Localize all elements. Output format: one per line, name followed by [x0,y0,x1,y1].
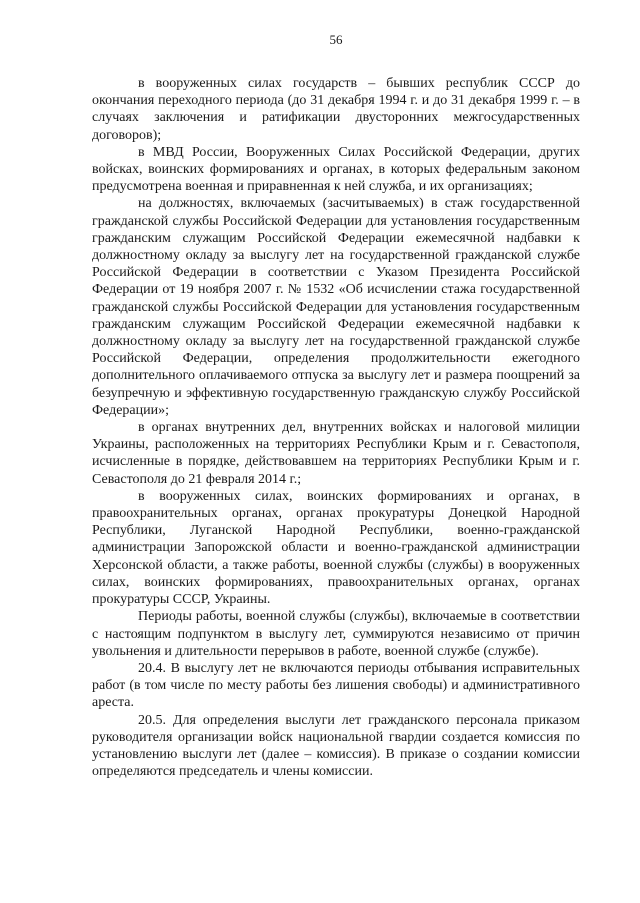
paragraph-former-ussr-forces: в вооруженных силах государств – бывших республик СССР до окончания переходного периода (до 31 декабря 1994 г. и до 31 декабря 1999 г. – в случаях заключения и ратификации двусторонних межгосударственных договоров); [92,76,580,143]
paragraph-20-5: 20.5. Для определения выслуги лет гражданского персонала приказом руководителя организации войск национальной гвардии создается комиссия по установлению выслуги лет (далее – комиссия). В приказе о создании комиссии определяются председатель и члены комиссии. [92,712,580,780]
page-number: 56 [329,32,343,47]
paragraph-periods-summation: Периоды работы, военной службы (службы), включаемые в соответствии с настоящим подпунктом в выслугу лет, суммируются независимо от причин увольнения и длительности перерывов в работе, военной службе (службе). [92,609,580,659]
paragraph-mvd-armed-forces: в МВД России, Вооруженных Силах Российской Федерации, других войсках, воинских формированиях и органах, в которых федеральным законом предусмотрена военная и приравненная к ней служба, и их организациях; [92,144,580,195]
paragraph-dpr-lpr-forces: в вооруженных силах, воинских формированиях и органах, в правоохранительных органах, органах прокуратуры Донецкой Народной Республики, Луганской Народной Республики, военно-гражданской администрации Запорожской области и военно-гражданской администрации Херсонской области, а также работы, военной службы (службы) в вооруженных силах, воинских формированиях, правоохранительных органах, органах прокуратуры СССР, Украины. [92,488,580,608]
paragraph-civil-service-positions: на должностях, включаемых (засчитываемых) в стаж государственной гражданской службы Российской Федерации для установления государственным гражданским служащим Российской Федерации ежемесячной надбавки к должностному окладу за выслугу лет на государственной гражданской службе Российской Федерации в соответствии с Указом Президента Российской Федерации от 19 ноября 2007 г. № 1532 «Об исчислении стажа государственной гражданской службы Российской Федерации для установления государственным гражданским служащим Российской Федерации ежемесячной надбавки к должностному окладу за выслугу лет на государственной гражданской службе Российской Федерации, определения продолжительности ежегодного дополнительного оплачиваемого отпуска за выслугу лет и размера поощрений за безупречную и эффективную государственную гражданскую службу Российской Федерации»; [92,196,580,418]
paragraph-20-4: 20.4. В выслугу лет не включаются периоды отбывания исправительных работ (в том числе по месту работы без лишения свободы) и административного ареста. [92,660,580,711]
paragraph-ukraine-internal-affairs: в органах внутренних дел, внутренних войсках и налоговой милиции Украины, расположенных на территориях Республики Крым и г. Севастополя, исчисленные в порядке, действовавшем на территориях Республики Крым и г. Севастополя до 21 февраля 2014 г.; [92,420,580,487]
